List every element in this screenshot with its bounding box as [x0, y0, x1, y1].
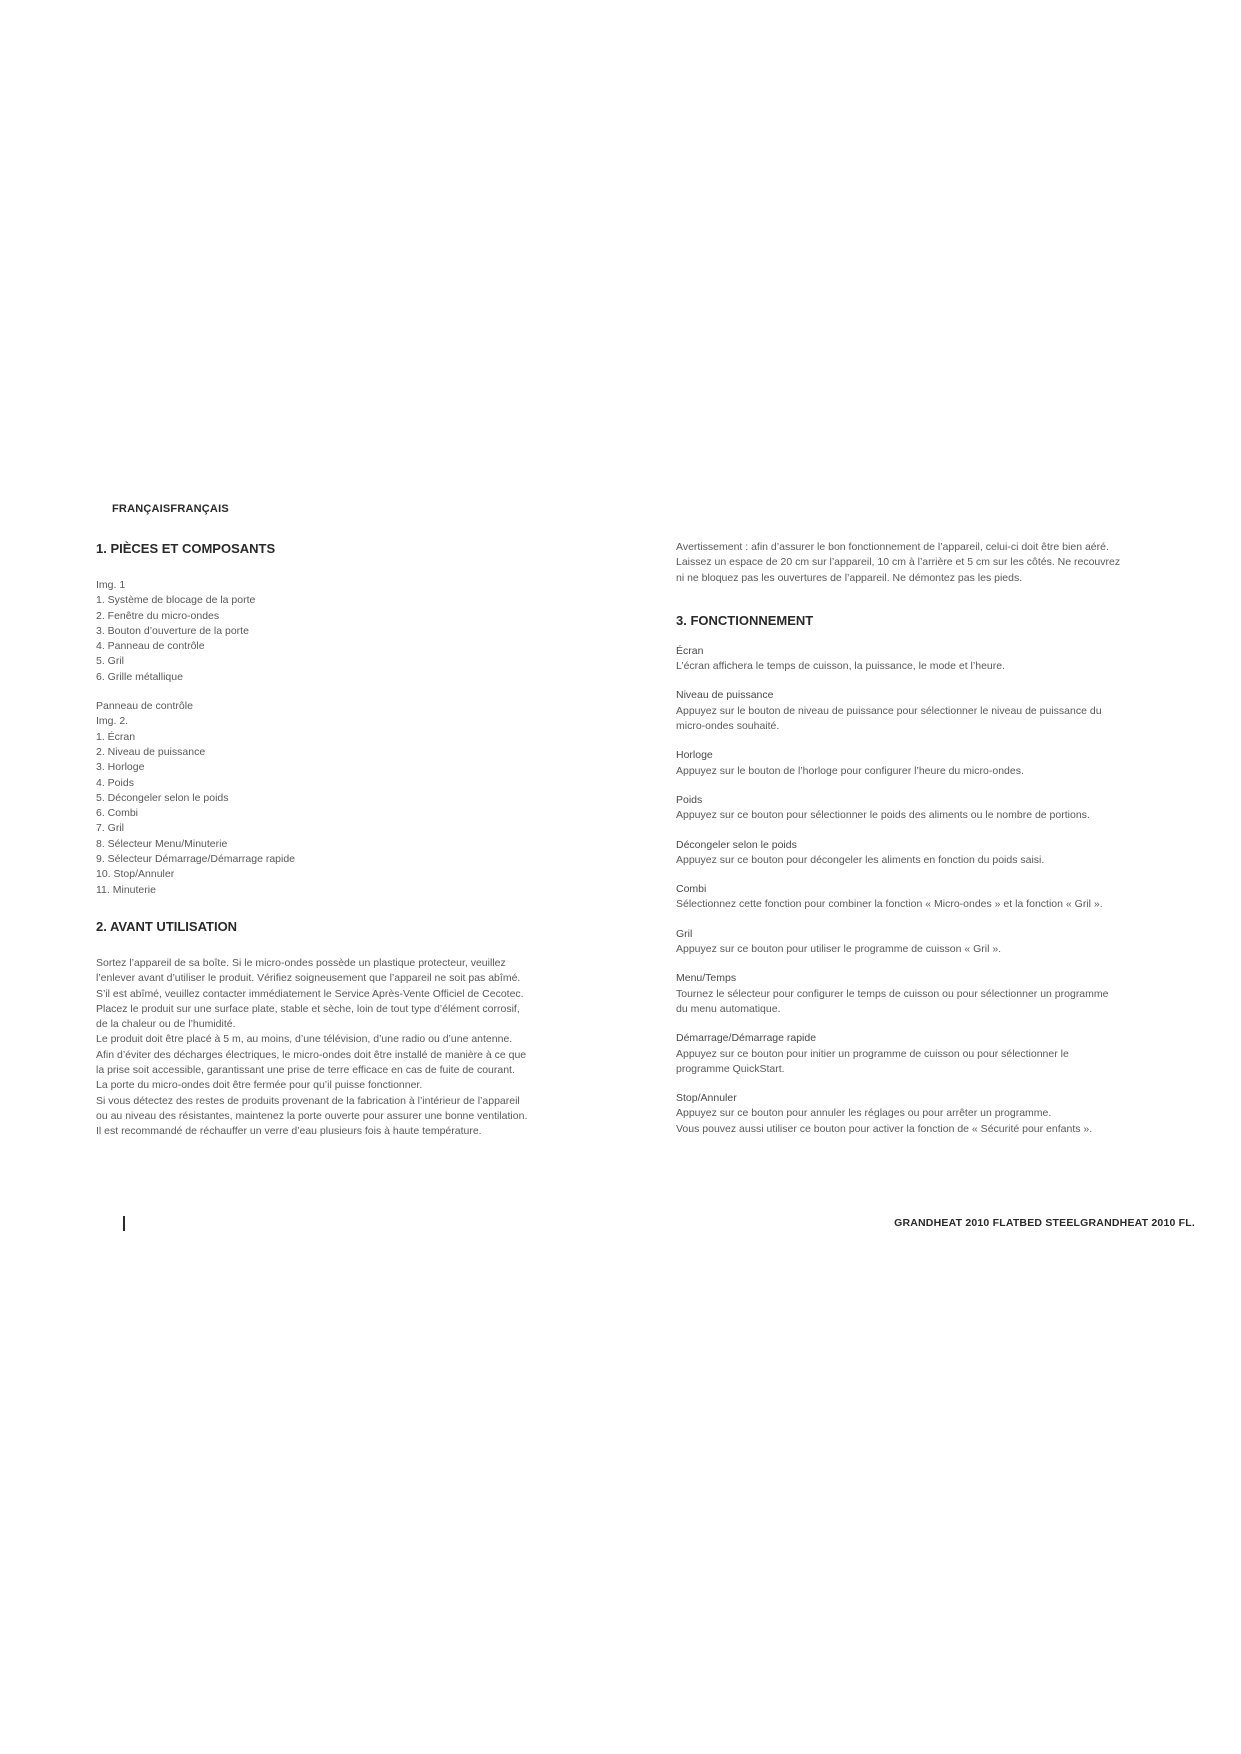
- footer-page-marker: [123, 1216, 125, 1231]
- list-item: 6. Grille métallique: [96, 670, 183, 683]
- text-line: Avertissement : afin d’assurer le bon fonctionnement de l’appareil, celui-ci doit être bien aéré.: [676, 541, 1109, 553]
- text-line: Placez le produit sur une surface plate, stable et sèche, loin de tout type d’élément corrosif,: [96, 1002, 520, 1015]
- function-block-demarrage: [676, 1031, 1146, 1077]
- function-block-combi: [676, 882, 1146, 913]
- list-item: 5. Gril: [96, 655, 125, 668]
- text-line: ou au niveau des résistantes, maintenez la porte ouverte pour assurer une bonne ventilation.: [96, 1109, 528, 1122]
- function-text: Appuyez sur ce bouton pour utiliser le programme de cuisson « Gril ».: [676, 943, 1002, 956]
- function-title: Gril: [676, 927, 693, 940]
- function-title: Combi: [676, 883, 707, 896]
- function-text: Appuyez sur ce bouton pour annuler les réglages ou pour arrêter un programme.: [676, 1107, 1052, 1120]
- function-title: Décongeler selon le poids: [676, 838, 797, 851]
- before-use-text: [96, 956, 566, 1140]
- list-item: 3. Horloge: [96, 761, 145, 774]
- text-line: ni ne bloquez pas les ouvertures de l’appareil. Ne démontez pas les pieds.: [676, 571, 1023, 584]
- list-item: 4. Panneau de contrôle: [96, 640, 205, 653]
- control-panel-list: [96, 730, 566, 898]
- function-text: programme QuickStart.: [676, 1062, 785, 1075]
- list-item: 3. Bouton d’ouverture de la porte: [96, 624, 249, 637]
- list-item: 9. Sélecteur Démarrage/Démarrage rapide: [96, 853, 296, 866]
- components-list: [96, 593, 566, 685]
- function-block-niveau-puissance: [676, 688, 1146, 734]
- function-text: Sélectionnez cette fonction pour combiner la fonction « Micro-ondes » et la fonction « Gril ».: [676, 898, 1103, 911]
- list-item: 7. Gril: [96, 822, 125, 835]
- control-panel-title: Panneau de contrôle: [96, 700, 193, 713]
- text-line: Sortez l’appareil de sa boîte. Si le micro-ondes possède un plastique protecteur, veuillez: [96, 956, 506, 969]
- text-line: Laissez un espace de 20 cm sur l’appareil, 10 cm à l’arrière et 5 cm sur les côtés. Ne recouvrez: [676, 556, 1121, 569]
- function-text: L’écran affichera le temps de cuisson, la puissance, le mode et l’heure.: [676, 660, 1005, 673]
- function-title: Poids: [676, 793, 703, 806]
- text-line: la prise soit accessible, garantissant une prise de terre efficace en cas de fuite de courant.: [96, 1064, 515, 1077]
- function-text: Appuyez sur ce bouton pour sélectionner le poids des aliments ou le nombre de portions.: [676, 809, 1090, 822]
- list-item: 2. Niveau de puissance: [96, 745, 206, 758]
- function-text: micro-ondes souhaité.: [676, 720, 780, 733]
- img-1-label: Img. 1: [96, 579, 126, 591]
- list-item: 6. Combi: [96, 807, 139, 820]
- text-line: La porte du micro-ondes doit être fermée pour qu’il puisse fonctionner.: [96, 1079, 423, 1092]
- function-title: Démarrage/Démarrage rapide: [676, 1032, 817, 1045]
- function-text: Appuyez sur ce bouton pour initier un programme de cuisson ou pour sélectionner le: [676, 1047, 1069, 1060]
- section-3-title: 3. FONCTIONNEMENT: [676, 612, 814, 628]
- text-line: de la chaleur ou de l’humidité.: [96, 1018, 236, 1031]
- list-item: 5. Décongeler selon le poids: [96, 791, 229, 804]
- function-text: Appuyez sur ce bouton pour décongeler les aliments en fonction du poids saisi.: [676, 853, 1045, 866]
- list-item: 1. Écran: [96, 730, 136, 743]
- text-line: S’il est abîmé, veuillez contacter immédiatement le Service Après-Vente Officiel de Cecotec.: [96, 987, 524, 1000]
- section-1-title: 1. PIÈCES ET COMPOSANTS: [96, 541, 276, 556]
- text-line: Le produit doit être placé à 5 m, au moins, d’une télévision, d’une radio ou d’une antenne.: [96, 1033, 513, 1046]
- left-column: [96, 540, 566, 1140]
- language-header: FRANÇAISFRANÇAIS: [112, 503, 229, 515]
- text-line: Si vous détectez des restes de produits provenant de la fabrication à l’intérieur de l’appareil: [96, 1094, 520, 1107]
- function-text: Appuyez sur le bouton de niveau de puissance pour sélectionner le niveau de puissance du: [676, 704, 1102, 717]
- function-text: Appuyez sur le bouton de l’horloge pour configurer l’heure du micro-ondes.: [676, 764, 1024, 777]
- function-title: Menu/Temps: [676, 972, 737, 985]
- img-2-label: Img. 2.: [96, 715, 129, 728]
- text-line: Afin d’éviter des décharges électriques, le micro-ondes doit être installé de manière à ce que: [96, 1048, 527, 1061]
- warning-text: [676, 540, 1146, 586]
- function-title: Stop/Annuler: [676, 1092, 737, 1105]
- footer-model-name: GRANDHEAT 2010 FLATBED STEELGRANDHEAT 2010 FL.: [894, 1217, 1195, 1229]
- list-item: 2. Fenêtre du micro-ondes: [96, 609, 220, 622]
- function-block-gril: [676, 927, 1146, 958]
- function-text: Tournez le sélecteur pour configurer le temps de cuisson ou pour sélectionner un programme: [676, 987, 1109, 1000]
- list-item: 10. Stop/Annuler: [96, 868, 175, 881]
- function-title: Niveau de puissance: [676, 689, 774, 702]
- list-item: 1. Système de blocage de la porte: [96, 594, 256, 607]
- function-block-stop-annuler: [676, 1091, 1146, 1137]
- function-title: Écran: [676, 644, 704, 657]
- function-block-horloge: [676, 748, 1146, 779]
- function-block-ecran: [676, 644, 1146, 675]
- section-2-title: 2. AVANT UTILISATION: [96, 918, 238, 934]
- list-item: 8. Sélecteur Menu/Minuterie: [96, 837, 228, 850]
- function-block-decongeler: [676, 838, 1146, 869]
- function-title: Horloge: [676, 749, 713, 762]
- function-block-poids: [676, 793, 1146, 824]
- text-line: l’enlever avant d’utiliser le produit. Vérifiez soigneusement que l’appareil ne soit pas abîmé.: [96, 972, 521, 985]
- function-text: Vous pouvez aussi utiliser ce bouton pour activer la fonction de « Sécurité pour enfants ».: [676, 1122, 1093, 1135]
- right-column: [676, 540, 1146, 1137]
- list-item: 4. Poids: [96, 776, 134, 789]
- function-block-menu-temps: [676, 971, 1146, 1017]
- text-line: Il est recommandé de réchauffer un verre d’eau plusieurs fois à haute température.: [96, 1125, 482, 1138]
- function-text: du menu automatique.: [676, 1002, 781, 1015]
- list-item: 11. Minuterie: [96, 883, 156, 896]
